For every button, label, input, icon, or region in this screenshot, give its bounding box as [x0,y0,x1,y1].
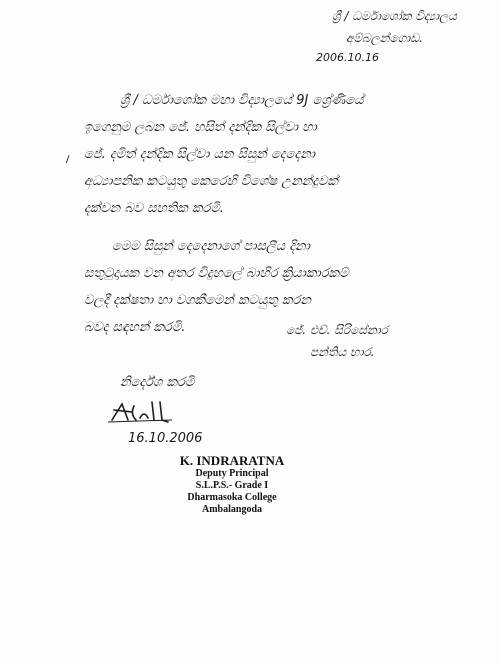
principal-date: 16.10.2006 [128,431,203,446]
address-line-town: අම්බලන්ගොඩ. [346,31,423,45]
stamp-title: Deputy Principal [195,468,269,479]
recommendation-label: නිර්දේශ කරමි [120,375,195,390]
body-line-2: ඉගෙනුම ලබන ජේ. හසිත් දන්දික සිල්වා හා [84,120,317,135]
stamp-school: Dharmasoka College [187,492,277,503]
body-line-1: ශ්‍රී / ධර්මාශෝක මහා විද්‍යාලයේ 9J ශ්‍රේණියේ [120,93,364,108]
body-line-7: සතුටුදායක වන අතර විදුහලේ බාහිර ක්‍රියාකාරකම් [84,266,349,281]
body-line-4: අධ්‍යාපනික කටයුතු කෙරෙහි විශේෂ උනන්දුවක් [84,174,338,189]
body-line-8: වලදී දක්ෂතා හා වගකීමෙන් කටයුතු කරන [84,293,311,308]
teacher-role: පන්තිය භාර. [310,345,375,359]
body-line-9: බවද සඳහන් කරමි. [84,320,186,335]
address-line-school: ශ්‍රී / ධර්මාශෝක විද්‍යාලය [332,9,457,23]
teacher-signature: ජේ. එච්. සිරිසේනාර [286,323,388,337]
address-date: 2006.10.16 [316,51,379,64]
body-line-6: මෙම සිසුන් දෙදෙනාගේ පාසලීය දිනා [112,239,310,254]
stamp-town: Ambalangoda [201,504,262,515]
body-line-3: ජේ. දමිත් දන්දික සිල්වා යන සිසුන් දෙදෙනා [84,147,316,162]
margin-mark [66,155,74,165]
body-line-5: දක්වන බව සහතික කරමි. [84,201,224,216]
principal-signature [108,398,208,428]
stamp-name: K. INDRARATNA [179,453,285,468]
stamp-grade: S.L.P.S.- Grade I [195,480,269,491]
